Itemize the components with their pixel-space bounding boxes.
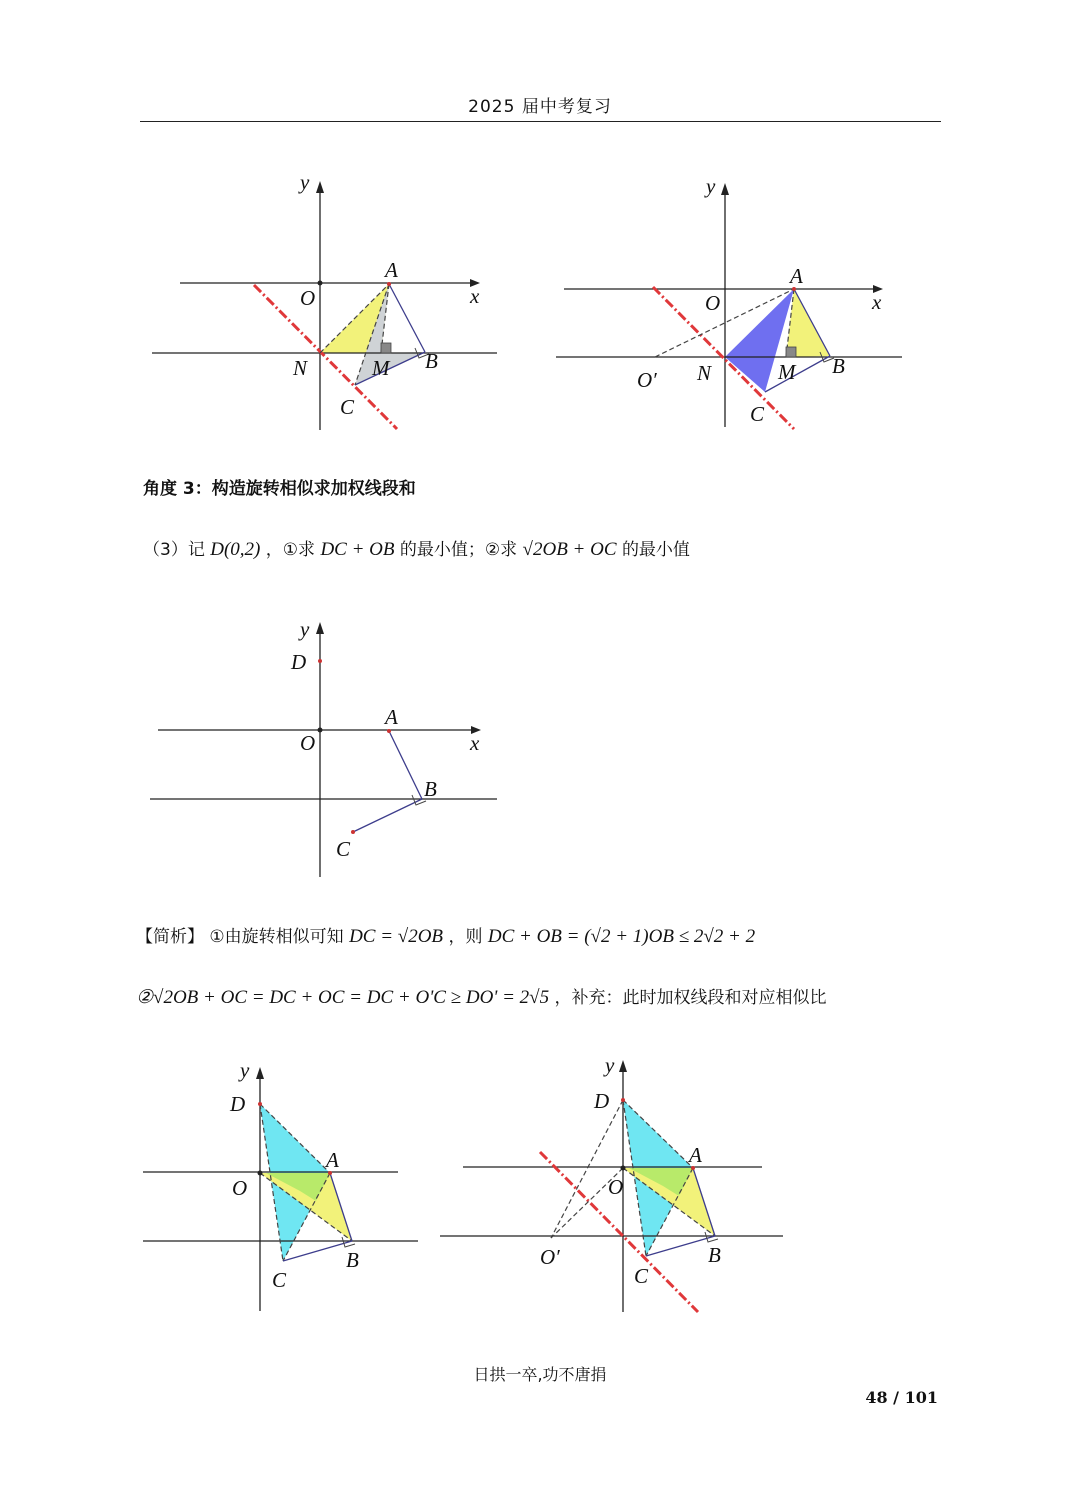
- analysis-line-1: [136, 922, 755, 948]
- fig4-point-D: [258, 1102, 262, 1106]
- fig1-label-B: B: [425, 349, 438, 373]
- fig3-label-O: O: [300, 731, 316, 755]
- figure-2: [550, 165, 910, 445]
- fig4-label-C: C: [272, 1268, 287, 1292]
- problem-part1-tail: 的最小值；②求: [399, 540, 518, 560]
- analysis-line1-expr1: DC = √2OB: [349, 926, 444, 947]
- fig3-label-B: B: [424, 777, 437, 801]
- analysis-line2-tail: ，补充：此时加权线段和对应相似比: [554, 988, 827, 1008]
- fig2-right-angle-M: [786, 347, 796, 357]
- page-number: 48 / 101: [865, 1388, 938, 1407]
- problem-prefix: （3）记: [143, 540, 205, 560]
- fig5-label-y: y: [605, 1053, 615, 1077]
- fig4-label-B: B: [346, 1248, 359, 1272]
- fig2-label-B: B: [832, 354, 845, 378]
- fig1-label-y: y: [300, 170, 310, 194]
- fig1-right-angle-M: [381, 343, 391, 353]
- fig2-label-x: x: [872, 290, 882, 314]
- footer-motto: 日拱一卒,功不唐捐: [473, 1365, 607, 1384]
- fig2-label-O: O: [705, 291, 721, 315]
- figure-1-shapes: [152, 181, 497, 430]
- fig3-label-x: x: [470, 731, 480, 755]
- fig5-label-D: D: [594, 1089, 610, 1113]
- fig4-label-y: y: [240, 1058, 250, 1082]
- fig3-label-D: D: [291, 650, 307, 674]
- fig4-label-O: O: [232, 1176, 248, 1200]
- section-title: 角度 3：构造旋转相似求加权线段和: [143, 479, 416, 499]
- fig3-label-C: C: [336, 837, 351, 861]
- fig1-label-C: C: [340, 395, 355, 419]
- fig5-point-O: [621, 1166, 626, 1171]
- fig1-label-N: N: [293, 356, 308, 380]
- analysis-line2-expr: ②√2OB + OC = DC + OC = DC + O'C ≥ DO' = 2√5: [136, 987, 550, 1008]
- fig5-axis-y-arrow: [619, 1060, 627, 1072]
- figure-5: [438, 1050, 788, 1320]
- problem-part2-expr: √2OB + OC: [522, 539, 617, 560]
- fig3-point-A: [387, 729, 391, 733]
- problem-D-coord: D(0,2): [210, 539, 261, 560]
- fig3-seg-AB: [389, 731, 422, 799]
- analysis-line1-lead: ①由旋转相似可知: [209, 927, 344, 947]
- fig4-label-A: A: [326, 1148, 339, 1172]
- fig2-label-A: A: [790, 264, 803, 288]
- fig5-label-C: C: [634, 1264, 649, 1288]
- fig2-label-C: C: [750, 402, 765, 426]
- problem-part1-expr: DC + OB: [320, 539, 395, 560]
- fig5-seg-DOprime: [551, 1100, 623, 1238]
- fig5-seg-BC: [646, 1236, 715, 1256]
- problem-statement: [143, 535, 690, 561]
- fig5-label-A: A: [689, 1143, 702, 1167]
- fig4-axis-y-arrow: [256, 1067, 264, 1079]
- fig1-label-O: O: [300, 286, 316, 310]
- fig1-label-x: x: [470, 284, 480, 308]
- fig1-label-M: M: [372, 356, 390, 380]
- fig2-label-Oprime: O′: [637, 368, 657, 392]
- fig2-label-M: M: [778, 360, 796, 384]
- fig3-point-O: [318, 728, 323, 733]
- header-rule: [140, 121, 941, 122]
- fig3-seg-BC: [353, 799, 422, 832]
- fig2-axis-y-arrow: [721, 183, 729, 195]
- analysis-line1-expr2: DC + OB = (√2 + 1)OB ≤ 2√2 + 2: [487, 926, 756, 947]
- fig3-label-y: y: [300, 617, 310, 641]
- fig5-label-B: B: [708, 1243, 721, 1267]
- fig1-point-O: [318, 281, 323, 286]
- figure-4: [140, 1055, 420, 1320]
- fig1-point-A: [387, 282, 391, 286]
- analysis-line-2: [136, 983, 827, 1009]
- problem-part1-lead: ，①求: [265, 540, 316, 560]
- fig5-label-Oprime: O′: [540, 1245, 560, 1269]
- fig4-seg-BC: [283, 1241, 352, 1261]
- fig3-label-A: A: [385, 705, 398, 729]
- figure-3: [140, 612, 520, 882]
- fig4-label-D: D: [230, 1092, 246, 1116]
- problem-part2-tail: 的最小值: [621, 540, 690, 560]
- fig5-point-D: [621, 1098, 625, 1102]
- fig1-label-A: A: [385, 258, 398, 282]
- fig1-axis-y-arrow: [316, 181, 324, 193]
- fig2-seg-BC: [765, 356, 830, 392]
- analysis-label: 【简析】: [136, 927, 204, 947]
- fig1-seg-AB: [389, 284, 425, 352]
- fig2-label-N: N: [697, 361, 712, 385]
- fig3-point-C: [351, 830, 355, 834]
- fig5-label-O: O: [608, 1175, 624, 1199]
- analysis-line1-mid: ，则: [448, 927, 483, 947]
- fig4-point-O: [258, 1171, 263, 1176]
- fig3-point-D: [318, 659, 322, 663]
- fig2-label-y: y: [706, 174, 716, 198]
- fig3-axis-y-arrow: [316, 622, 324, 634]
- page-header: 2025 届中考复习: [468, 97, 612, 117]
- figure-1: [140, 165, 520, 445]
